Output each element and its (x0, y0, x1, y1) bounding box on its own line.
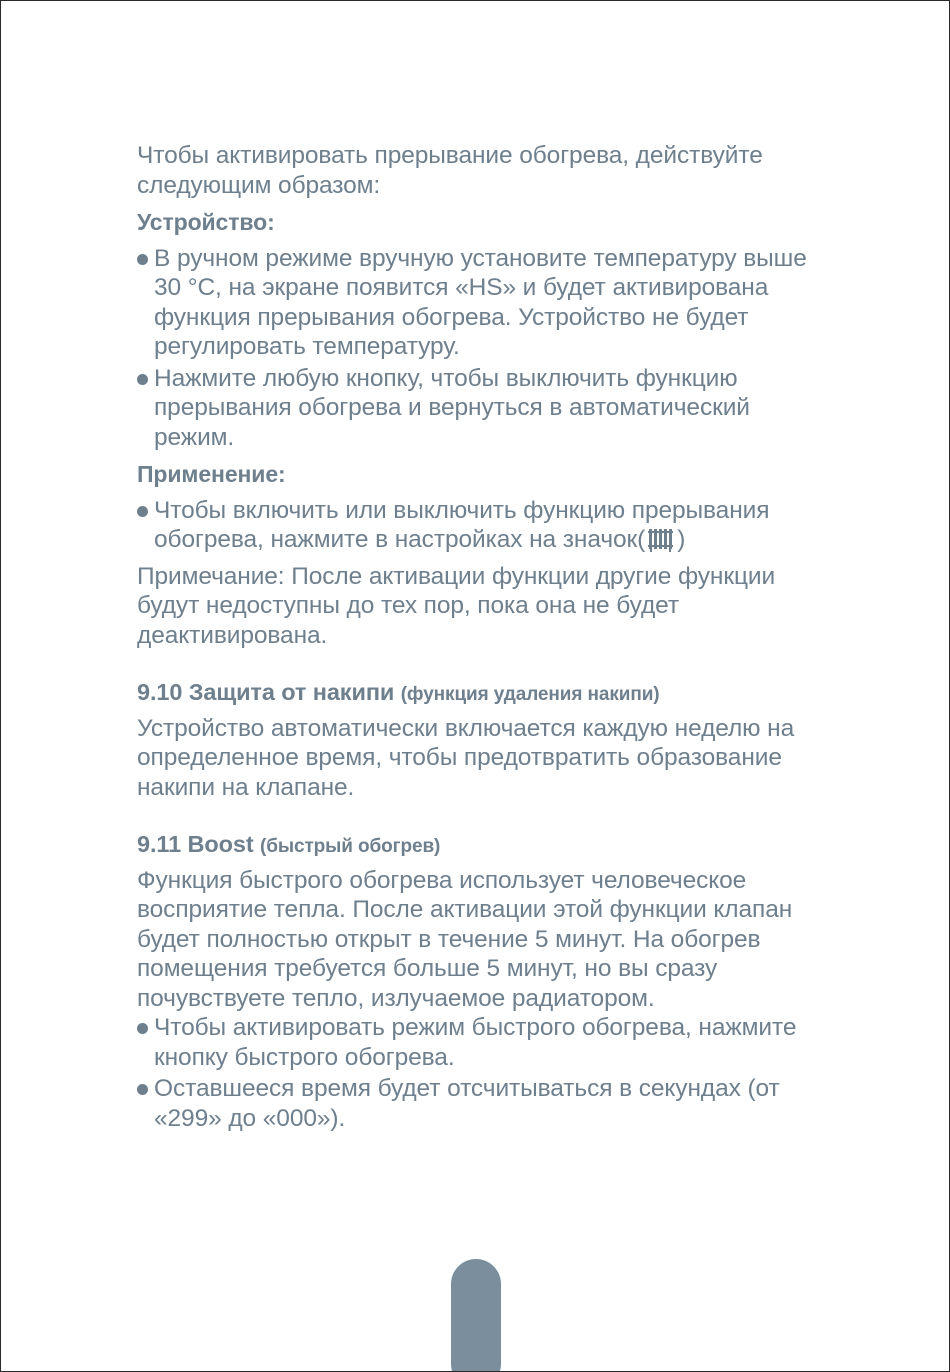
section-910-text: Устройство автоматически включается каждую неделю на определенное время, чтобы предотвратить образование накипи на клапане. (137, 714, 795, 801)
bullet-dot-icon (137, 1084, 148, 1095)
list-item-text: Чтобы активировать режим быстрого обогрева, нажмите кнопку быстрого обогрева. (154, 1014, 797, 1071)
list-item (137, 496, 817, 560)
list-item-text: В ручном режиме вручную установите температуру выше 30 °C, на экране появится «HS» и будет активирована функция прерывания обогрева. Устройство не будет регулировать температуру. (154, 244, 807, 360)
list-item (137, 364, 817, 453)
note-text: Примечание: После активации функции другие функции будут недоступны до тех пор, пока она не будет деактивирована. (137, 562, 776, 649)
list-item-text: Нажмите любую кнопку, чтобы выключить функцию прерывания обогрева и вернуться в автоматический режим. (154, 364, 750, 451)
radiator-icon (647, 526, 675, 560)
section-910-subtitle: (функция удаления накипи) (400, 684, 660, 705)
section-910-heading (137, 678, 817, 710)
section-910-title: 9.10 Защита от накипи (137, 679, 395, 705)
list-item-text: Чтобы включить или выключить функцию прерывания обогрева, нажмите в настройках на значок( (154, 496, 770, 553)
list-item-text-end: ) (677, 526, 686, 553)
application-subheading: Применение: (137, 461, 286, 487)
list-item (137, 1074, 817, 1133)
device-subheading: Устройство: (137, 209, 275, 235)
page-content (137, 141, 817, 1135)
bullet-dot-icon (137, 374, 148, 385)
page-tab (451, 1259, 501, 1372)
bullet-dot-icon (137, 506, 148, 517)
list-item (137, 1013, 817, 1072)
list-item-text: Оставшееся время будет отсчитываться в секундах (от «299» до «000»). (154, 1075, 780, 1132)
section-911-text: Функция быстрого обогрева использует человеческое восприятие тепла. После активации этой функции клапан будет полностью открыт в течение 5 минут. На обогрев помещения требуется больше 5 минут, но вы сразу почувствуете тепло, излучаемое радиатором. (137, 866, 793, 1012)
section-911-subtitle: (быстрый обогрев) (259, 836, 441, 857)
bullet-dot-icon (137, 254, 148, 265)
section-911-title: 9.11 Boost (137, 831, 254, 857)
bullet-dot-icon (137, 1023, 148, 1034)
list-item (137, 244, 817, 362)
intro-text: Чтобы активировать прерывание обогрева, действуйте следующим образом: (137, 142, 763, 199)
section-911-heading (137, 830, 817, 862)
